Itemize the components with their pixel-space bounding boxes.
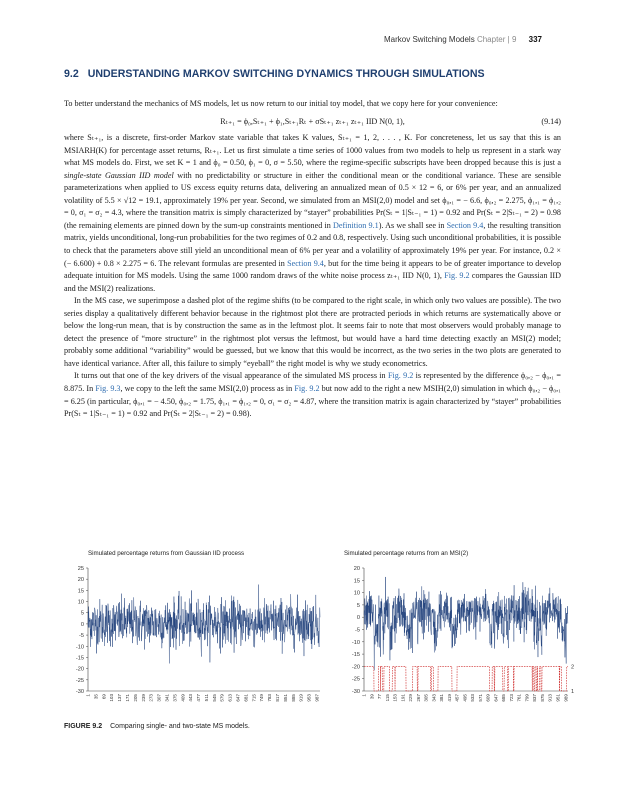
y-tick-label: 5 bbox=[80, 610, 84, 617]
x-tick-label: 409 bbox=[180, 694, 186, 702]
series-regime-line bbox=[364, 666, 568, 691]
y-tick-label: 10 bbox=[77, 599, 84, 606]
x-tick-label: 305 bbox=[423, 694, 429, 702]
x-tick-label: 69 bbox=[101, 694, 107, 700]
x-tick-label: 477 bbox=[196, 694, 202, 702]
x-tick-label: 511 bbox=[203, 694, 209, 702]
x-tick-label: 681 bbox=[243, 694, 249, 702]
x-tick-label: 205 bbox=[132, 694, 138, 702]
paragraph-ms-case: In the MS case, we superimpose a dashed plot of the regime shifts (to be compared to the right scale, in which only two values are possible). The two series display a qualitatively different behavior because in the rightmost plot there are protracted periods in which returns are systematically above or below the long-run mean, that is by construction the same as in the leftmost plot. It seems fair to note that most observers would probably manage to detect the presence of “more structure” in the rightmost plot versus the leftmost, but would have a hard time detecting exactly an MSI(2) model; probably some additional “variability” would be guessed, but we know that this would be incorrect, as the two series in the two plots are generated to have identical variance. After all, this failure to simply “eyeball” the right model is why we study econometrics. bbox=[64, 296, 561, 368]
x-tick-label: 375 bbox=[172, 694, 178, 702]
text-run: ). As we shall see in bbox=[378, 220, 447, 230]
x-tick-label: 571 bbox=[477, 694, 483, 702]
y-tick-label: -30 bbox=[75, 689, 84, 695]
y-tick-label: 0 bbox=[356, 615, 360, 622]
text-run: with no predictability or structure in either the conditional mean or the conditional variance. These are sensible parameterizations when applied to US excess equity returns data, delivering an annualized mean of 0.5 × 12 = 6, or 6% per year, and an annualized volatility of 5.5 × √12 = 19.1, approximately 19% per year. Second, we simulated from an MSI(2,0) model and set ϕ₀,₁ = − 6.6, ϕ₀,₂ = 2.275, ϕ₁,₁ = ϕ₁,₂ = 0, σ₁ = σ₂ = 4.3, where the transition matrix is simply characterized by “stayer” probabilities Pr(Sₜ = 1|Sₜ₋₁ = 1) = 0.92 and Pr(Sₜ = 2|Sₜ₋₁ = 2) = 0.98 (the remaining elements are pinned down by the sum-up constraints mentioned in bbox=[64, 170, 561, 230]
x-tick-label: 171 bbox=[124, 694, 130, 702]
x-tick-label: 77 bbox=[377, 694, 383, 700]
figure-label: FIGURE 9.2 bbox=[64, 723, 103, 730]
paragraph-key-drivers bbox=[64, 370, 561, 420]
x-tick-label: 457 bbox=[454, 694, 460, 702]
link-definition-9-1[interactable]: Definition 9.1 bbox=[332, 220, 379, 230]
x-tick-label: 885 bbox=[290, 694, 296, 702]
y-tick-label: -15 bbox=[351, 652, 360, 659]
chapter-label: Chapter bbox=[476, 35, 506, 44]
link-section-9-4[interactable]: Section 9.4 bbox=[446, 220, 484, 230]
y-tick-label: -15 bbox=[75, 655, 84, 662]
figure-9-2 bbox=[64, 550, 584, 715]
series-returns-line bbox=[88, 585, 320, 664]
x-tick-label: 495 bbox=[462, 694, 468, 702]
x-tick-label: 381 bbox=[439, 694, 445, 702]
running-header bbox=[384, 35, 542, 44]
section-title: UNDERSTANDING MARKOV SWITCHING DYNAMICS THROUGH SIMULATIONS bbox=[87, 68, 485, 80]
text-run: It turns out that one of the key drivers of the visual appearance of the simulated MS process in bbox=[74, 371, 388, 381]
x-tick-label: 545 bbox=[211, 694, 217, 702]
series-returns-line bbox=[364, 577, 568, 670]
x-tick-label: 35 bbox=[93, 694, 99, 700]
link-fig-9-3[interactable]: Fig. 9.3 bbox=[95, 384, 121, 394]
x-tick-label: 103 bbox=[109, 694, 115, 702]
text-run: is represented by the difference ϕ₀,₂ − ϕ₀,₁ = 8.875. In bbox=[64, 371, 562, 394]
link-fig-9-2[interactable]: Fig. 9.2 bbox=[387, 371, 414, 381]
x-tick-label: 229 bbox=[408, 694, 414, 702]
text-run: compares the Gaussian IID and the MSI(2) realizations. bbox=[64, 271, 562, 293]
x-tick-label: 913 bbox=[547, 694, 553, 702]
y-tick-label: -25 bbox=[351, 676, 360, 683]
x-tick-label: 647 bbox=[235, 694, 241, 702]
page-number: 337 bbox=[528, 35, 542, 44]
x-tick-label: 953 bbox=[306, 694, 312, 702]
y-tick-label: -10 bbox=[351, 639, 360, 646]
chart-title-right: Simulated percentage returns from an MSI(2) bbox=[344, 550, 469, 557]
y-tick-label: 20 bbox=[77, 577, 84, 584]
paragraph-intro: To better understand the mechanics of MS models, let us now return to our initial toy model, that we copy here for your convenience: bbox=[64, 99, 498, 108]
x-tick-label: 749 bbox=[259, 694, 265, 702]
chart-gaussian-iid bbox=[64, 558, 326, 715]
x-tick-label: 343 bbox=[431, 694, 437, 702]
y-tick-label: -5 bbox=[355, 627, 360, 634]
x-tick-label: 723 bbox=[508, 694, 514, 702]
link-fig-9-2[interactable]: Fig. 9.2 bbox=[294, 384, 320, 394]
y-tick-label: 25 bbox=[77, 566, 84, 572]
emphasis-text: single-state Gaussian IID model bbox=[64, 170, 174, 180]
x-tick-label: 191 bbox=[400, 694, 406, 702]
y-tick-label: -20 bbox=[75, 666, 84, 673]
y-tick-label: 5 bbox=[356, 602, 360, 609]
x-tick-label: 647 bbox=[493, 694, 499, 702]
running-title: Markov Switching Models bbox=[384, 35, 475, 44]
x-tick-label: 613 bbox=[227, 694, 233, 702]
x-tick-label: 419 bbox=[446, 694, 452, 702]
x-tick-label: 851 bbox=[282, 694, 288, 702]
x-tick-label: 989 bbox=[563, 694, 569, 702]
x-tick-label: 267 bbox=[415, 694, 421, 702]
chapter-number: 9 bbox=[511, 35, 517, 44]
x-tick-label: 341 bbox=[164, 694, 170, 702]
y2-tick-label: 2 bbox=[571, 664, 574, 671]
x-tick-label: 817 bbox=[275, 694, 281, 702]
body-text bbox=[64, 98, 561, 421]
x-tick-label: 1 bbox=[85, 694, 91, 697]
link-section-9-4-second[interactable]: Section 9.4 bbox=[287, 258, 324, 268]
section-number: 9.2 bbox=[64, 68, 79, 80]
section-heading bbox=[64, 68, 564, 80]
x-tick-label: 875 bbox=[539, 694, 545, 702]
y-tick-label: -25 bbox=[75, 677, 84, 684]
x-tick-label: 987 bbox=[314, 694, 320, 702]
y-tick-label: -5 bbox=[79, 633, 84, 640]
x-tick-label: 919 bbox=[298, 694, 304, 702]
y2-tick-label: 1 bbox=[571, 689, 574, 695]
chart-title-left: Simulated percentage returns from Gaussian IID process bbox=[88, 550, 245, 557]
text-run: where Sₜ₊₁, is a discrete, first-order Markov state variable that takes K values, Sₜ₊₁ = 1, 2, . . . , K. For concreteness, let us say that this is an MSIARH(K) for percentage asset returns, Rₜ₊₁. Let us first simulate a time series of 1000 values from two models to help us represent in a stark way what MS models do. First, we set K = 1 and ϕ₀ = 0.50, ϕ₁ = 0, σ = 5.50, where the regime-specific subscripts have been dropped because this is just a bbox=[64, 133, 561, 168]
x-tick-label: 239 bbox=[140, 694, 146, 702]
x-tick-label: 137 bbox=[117, 694, 123, 702]
x-tick-label: 951 bbox=[555, 694, 561, 702]
link-fig-9-2[interactable]: Fig. 9.2 bbox=[444, 271, 470, 281]
x-tick-label: 1 bbox=[361, 694, 367, 697]
x-tick-label: 443 bbox=[188, 694, 194, 702]
x-tick-label: 837 bbox=[532, 694, 538, 702]
chart-msi2 bbox=[312, 558, 574, 715]
x-tick-label: 799 bbox=[524, 694, 530, 702]
y-tick-label: 15 bbox=[77, 588, 84, 595]
y-tick-label: 10 bbox=[353, 590, 360, 597]
x-tick-label: 761 bbox=[516, 694, 522, 702]
x-tick-label: 39 bbox=[369, 694, 375, 700]
caption-text: Comparing single- and two-state MS models. bbox=[110, 723, 250, 730]
x-tick-label: 685 bbox=[501, 694, 507, 702]
x-tick-label: 609 bbox=[485, 694, 491, 702]
x-tick-label: 307 bbox=[156, 694, 162, 702]
header-separator: | bbox=[507, 35, 510, 44]
y-tick-label: -20 bbox=[351, 664, 360, 671]
y-tick-label: 20 bbox=[353, 566, 360, 572]
x-tick-label: 153 bbox=[392, 694, 398, 702]
paragraph-simulation bbox=[64, 132, 561, 295]
x-tick-label: 115 bbox=[384, 694, 390, 702]
x-tick-label: 579 bbox=[219, 694, 225, 702]
equation-text: Rₜ₊₁ = ϕ₀,Sₜ₊₁ + ϕ₁,Sₜ₊₁Rₜ + σSₜ₊₁ zₜ₊₁ zₜ₊₁ IID N(0, 1), bbox=[220, 116, 405, 126]
y-tick-label: 15 bbox=[353, 578, 360, 585]
equation-9-14 bbox=[64, 116, 561, 129]
y-tick-label: -10 bbox=[75, 644, 84, 651]
x-tick-label: 715 bbox=[251, 694, 257, 702]
y-tick-label: 0 bbox=[80, 621, 84, 628]
text-run: , the resulting transition matrix, yields unconditional, long-run probabilities for the two regimes of 0.2 and 0.8, respectively. Using such unconditional probabilities, it is possible to check that the parameters above still yield an unconditional mean of 6% per year and a volatility of approximately 19% per year. For instance, 0.2 × (− 6.600) + 0.8 × 2.275 = 6. The relevant formulas are presented in bbox=[64, 220, 561, 268]
text-run: but now add to the right a new MSIH(2,0) simulation in which ϕ₀,₂ − ϕ₀,₁ = 6.25 (in particular, ϕ₀,₁ = − 4.50, ϕ₀,₂ = 1.75, ϕ₁,₁ = ϕ₁,₂ = 0, σ₁ = σ₂ = 4.87, where the transition matrix is again characterized by “stayer” probabilities Pr(Sₜ = 1|Sₜ₋₁ = 1) = 0.92 and Pr(Sₜ = 2|Sₜ₋₁ = 2) = 0.98). bbox=[64, 384, 562, 419]
equation-number: (9.14) bbox=[541, 116, 561, 126]
x-tick-label: 533 bbox=[470, 694, 476, 702]
x-tick-label: 273 bbox=[148, 694, 154, 702]
text-run: , we copy to the left the same MSI(2,0) process as in bbox=[120, 384, 295, 394]
text-run: , but for the time being it appears to be of greater importance to develop adequate intuition for MS models. Using the same 1000 random draws of the white noise process zₜ₊₁ IID N(0, 1), bbox=[64, 258, 562, 281]
figure-caption bbox=[64, 723, 250, 730]
y-tick-label: -30 bbox=[351, 689, 360, 695]
x-tick-label: 783 bbox=[267, 694, 273, 702]
